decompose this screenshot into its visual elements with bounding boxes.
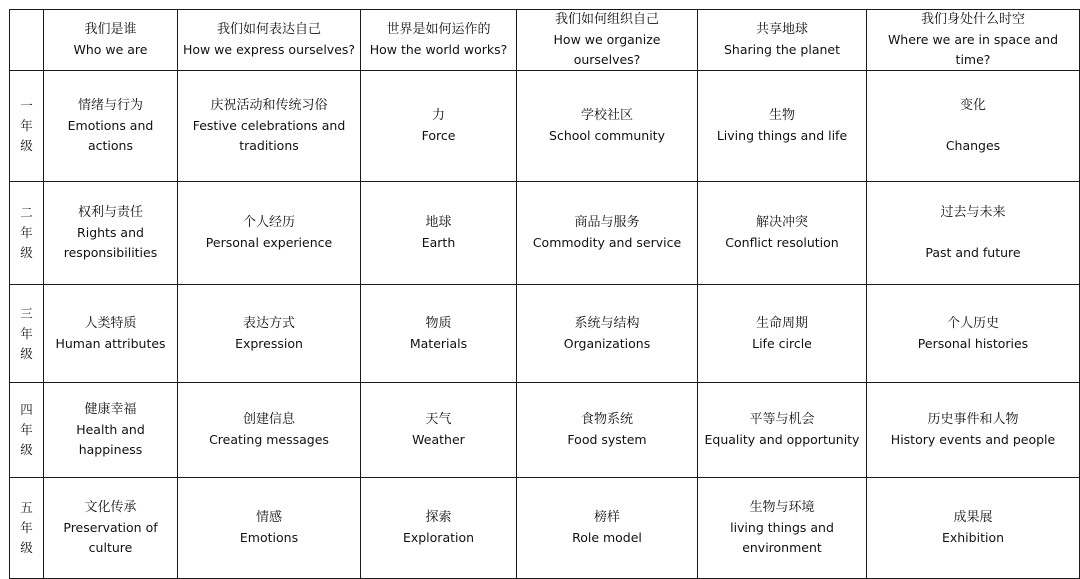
unit-title-en: responsibilities xyxy=(63,245,158,260)
unit-cell xyxy=(698,182,867,285)
grade-label xyxy=(10,182,44,285)
grade-row xyxy=(10,71,1080,182)
grade-label-char: 年 xyxy=(20,225,33,240)
unit-cell xyxy=(361,478,517,579)
unit-title-en: Emotions xyxy=(239,530,299,545)
theme-header xyxy=(178,10,361,71)
unit-title-zh: 探索 xyxy=(425,510,452,525)
theme-header-en: How the world works? xyxy=(369,42,508,57)
unit-cell xyxy=(361,71,517,182)
grade-row xyxy=(10,383,1080,478)
theme-header-zh: 我们是谁 xyxy=(84,22,137,37)
unit-title-en: Past and future xyxy=(925,245,1021,260)
unit-title-en: Earth xyxy=(421,235,456,250)
unit-title-zh: 表达方式 xyxy=(242,315,295,331)
unit-title-zh: 个人经历 xyxy=(242,215,295,230)
unit-title-en: Expression xyxy=(235,335,303,351)
grade-label xyxy=(10,383,44,478)
unit-cell xyxy=(517,182,698,285)
theme-header-en: How we organize ourselves? xyxy=(553,32,661,67)
unit-title-zh: 力 xyxy=(431,108,445,123)
unit-cell xyxy=(361,383,517,478)
unit-cell xyxy=(517,71,698,182)
unit-title-zh: 人类特质 xyxy=(84,315,137,331)
unit-title-en: traditions xyxy=(239,138,299,153)
unit-title-en: Rights and xyxy=(77,225,144,240)
unit-title-en: Preservation of xyxy=(63,520,158,535)
unit-title-zh: 地球 xyxy=(425,215,452,230)
unit-title-zh: 商品与服务 xyxy=(574,215,640,230)
unit-title-en: History events and people xyxy=(890,432,1056,447)
unit-title-en: Commodity and service xyxy=(532,235,682,250)
grade-label-char: 四 xyxy=(20,402,33,417)
unit-title-zh: 文化传承 xyxy=(84,500,137,515)
unit-cell xyxy=(44,182,178,285)
unit-title-zh: 榜样 xyxy=(593,510,620,525)
unit-title-en: Equality and opportunity xyxy=(704,432,860,447)
unit-title-en: culture xyxy=(88,540,133,555)
unit-title-en: Festive celebrations and xyxy=(192,118,346,133)
unit-cell xyxy=(178,71,361,182)
grade-label-char: 年 xyxy=(20,325,33,341)
header-row xyxy=(10,10,1080,71)
grade-label xyxy=(10,71,44,182)
unit-cell xyxy=(44,478,178,579)
unit-title-en: Weather xyxy=(412,432,465,447)
unit-title-en: Personal histories xyxy=(917,335,1029,351)
theme-header-zh: 我们如何组织自己 xyxy=(554,12,659,27)
unit-title-zh: 食物系统 xyxy=(580,412,633,427)
unit-title-en: Exhibition xyxy=(941,530,1005,545)
unit-title-en: Food system xyxy=(567,432,647,447)
grade-label-char: 五 xyxy=(20,500,33,515)
unit-cell xyxy=(698,71,867,182)
unit-title-zh: 情绪与行为 xyxy=(77,98,143,113)
corner-cell xyxy=(10,10,44,71)
unit-cell xyxy=(698,478,867,579)
theme-header-zh: 共享地球 xyxy=(755,22,808,37)
unit-title-zh: 权利与责任 xyxy=(77,205,143,220)
theme-header-zh: 我们身处什么时空 xyxy=(920,12,1025,27)
unit-title-en: actions xyxy=(88,138,133,153)
unit-title-en: Human attributes xyxy=(55,335,166,351)
unit-title-en: Living things and life xyxy=(716,128,848,143)
grade-label-char: 年 xyxy=(20,422,33,437)
unit-title-en: Materials xyxy=(409,335,468,351)
unit-cell xyxy=(178,478,361,579)
unit-cell xyxy=(361,182,517,285)
unit-title-en: Emotions and xyxy=(67,118,154,133)
grade-label-char: 级 xyxy=(20,345,33,361)
unit-title-en: Conflict resolution xyxy=(725,235,839,250)
grade-label-char: 年 xyxy=(20,118,33,133)
unit-title-en: living things and xyxy=(730,520,834,535)
theme-header xyxy=(698,10,867,71)
unit-title-en: Personal experience xyxy=(205,235,333,250)
theme-header-zh: 我们如何表达自己 xyxy=(216,22,321,37)
unit-title-en: Role model xyxy=(572,530,642,545)
unit-title-en: environment xyxy=(742,540,822,555)
unit-title-zh: 解决冲突 xyxy=(755,215,808,230)
unit-cell xyxy=(698,285,867,383)
unit-title-en: Changes xyxy=(945,138,1001,153)
theme-header-zh: 世界是如何运作的 xyxy=(386,22,491,37)
theme-header xyxy=(361,10,517,71)
unit-title-zh: 过去与未来 xyxy=(940,205,1006,220)
unit-cell xyxy=(178,285,361,383)
unit-cell xyxy=(867,383,1080,478)
unit-title-zh: 成果展 xyxy=(953,510,993,525)
grade-label-char: 级 xyxy=(20,138,33,153)
unit-title-en: Exploration xyxy=(402,530,475,545)
unit-cell xyxy=(178,383,361,478)
unit-cell xyxy=(44,71,178,182)
theme-header xyxy=(867,10,1080,71)
unit-cell xyxy=(698,383,867,478)
unit-cell xyxy=(517,285,698,383)
unit-title-en: Creating messages xyxy=(209,432,329,447)
theme-header-en: Where we are in space and time? xyxy=(887,32,1059,67)
grade-row xyxy=(10,182,1080,285)
unit-cell xyxy=(44,285,178,383)
unit-cell xyxy=(44,383,178,478)
unit-title-zh: 历史事件和人物 xyxy=(927,412,1019,427)
grade-label-char: 级 xyxy=(20,540,33,555)
grade-label-char: 级 xyxy=(20,245,33,260)
unit-cell xyxy=(867,71,1080,182)
theme-header xyxy=(517,10,698,71)
unit-title-zh: 变化 xyxy=(959,98,986,113)
theme-header-en: Who we are xyxy=(73,42,148,57)
unit-title-zh: 健康幸福 xyxy=(84,402,137,417)
grade-label-char: 年 xyxy=(20,520,33,535)
unit-title-zh: 生物与环境 xyxy=(749,500,815,515)
theme-header-en: Sharing the planet xyxy=(723,42,841,57)
unit-title-en: Force xyxy=(421,128,456,143)
grade-label-char: 三 xyxy=(20,305,33,321)
unit-title-en: School community xyxy=(549,128,665,143)
grade-row xyxy=(10,285,1080,383)
grade-row xyxy=(10,478,1080,579)
unit-title-zh: 情感 xyxy=(255,510,282,525)
unit-cell xyxy=(867,285,1080,383)
unit-title-zh: 庆祝活动和传统习俗 xyxy=(210,98,328,113)
grade-label xyxy=(10,478,44,579)
curriculum-table xyxy=(9,9,1080,579)
theme-header-en: How we express ourselves? xyxy=(182,42,356,57)
unit-title-zh: 个人历史 xyxy=(946,315,999,331)
unit-title-zh: 天气 xyxy=(425,412,452,427)
unit-cell xyxy=(517,383,698,478)
unit-title-zh: 创建信息 xyxy=(242,412,295,427)
grade-label-char: 级 xyxy=(20,442,33,457)
unit-title-en: Life circle xyxy=(752,335,812,351)
unit-cell xyxy=(867,182,1080,285)
unit-cell xyxy=(361,285,517,383)
unit-title-zh: 生命周期 xyxy=(755,315,808,331)
unit-cell xyxy=(867,478,1080,579)
unit-cell xyxy=(517,478,698,579)
unit-title-zh: 系统与结构 xyxy=(574,315,640,331)
unit-cell xyxy=(178,182,361,285)
unit-title-zh: 学校社区 xyxy=(580,108,633,123)
grade-label-char: 二 xyxy=(20,205,33,220)
unit-title-zh: 生物 xyxy=(768,108,795,123)
unit-title-en: Health and xyxy=(76,422,145,437)
unit-title-zh: 物质 xyxy=(425,315,452,331)
unit-title-zh: 平等与机会 xyxy=(749,412,815,427)
grade-label-char: 一 xyxy=(20,98,33,113)
unit-title-en: happiness xyxy=(78,442,143,457)
theme-header xyxy=(44,10,178,71)
grade-label xyxy=(10,285,44,383)
unit-title-en: Organizations xyxy=(563,335,651,351)
